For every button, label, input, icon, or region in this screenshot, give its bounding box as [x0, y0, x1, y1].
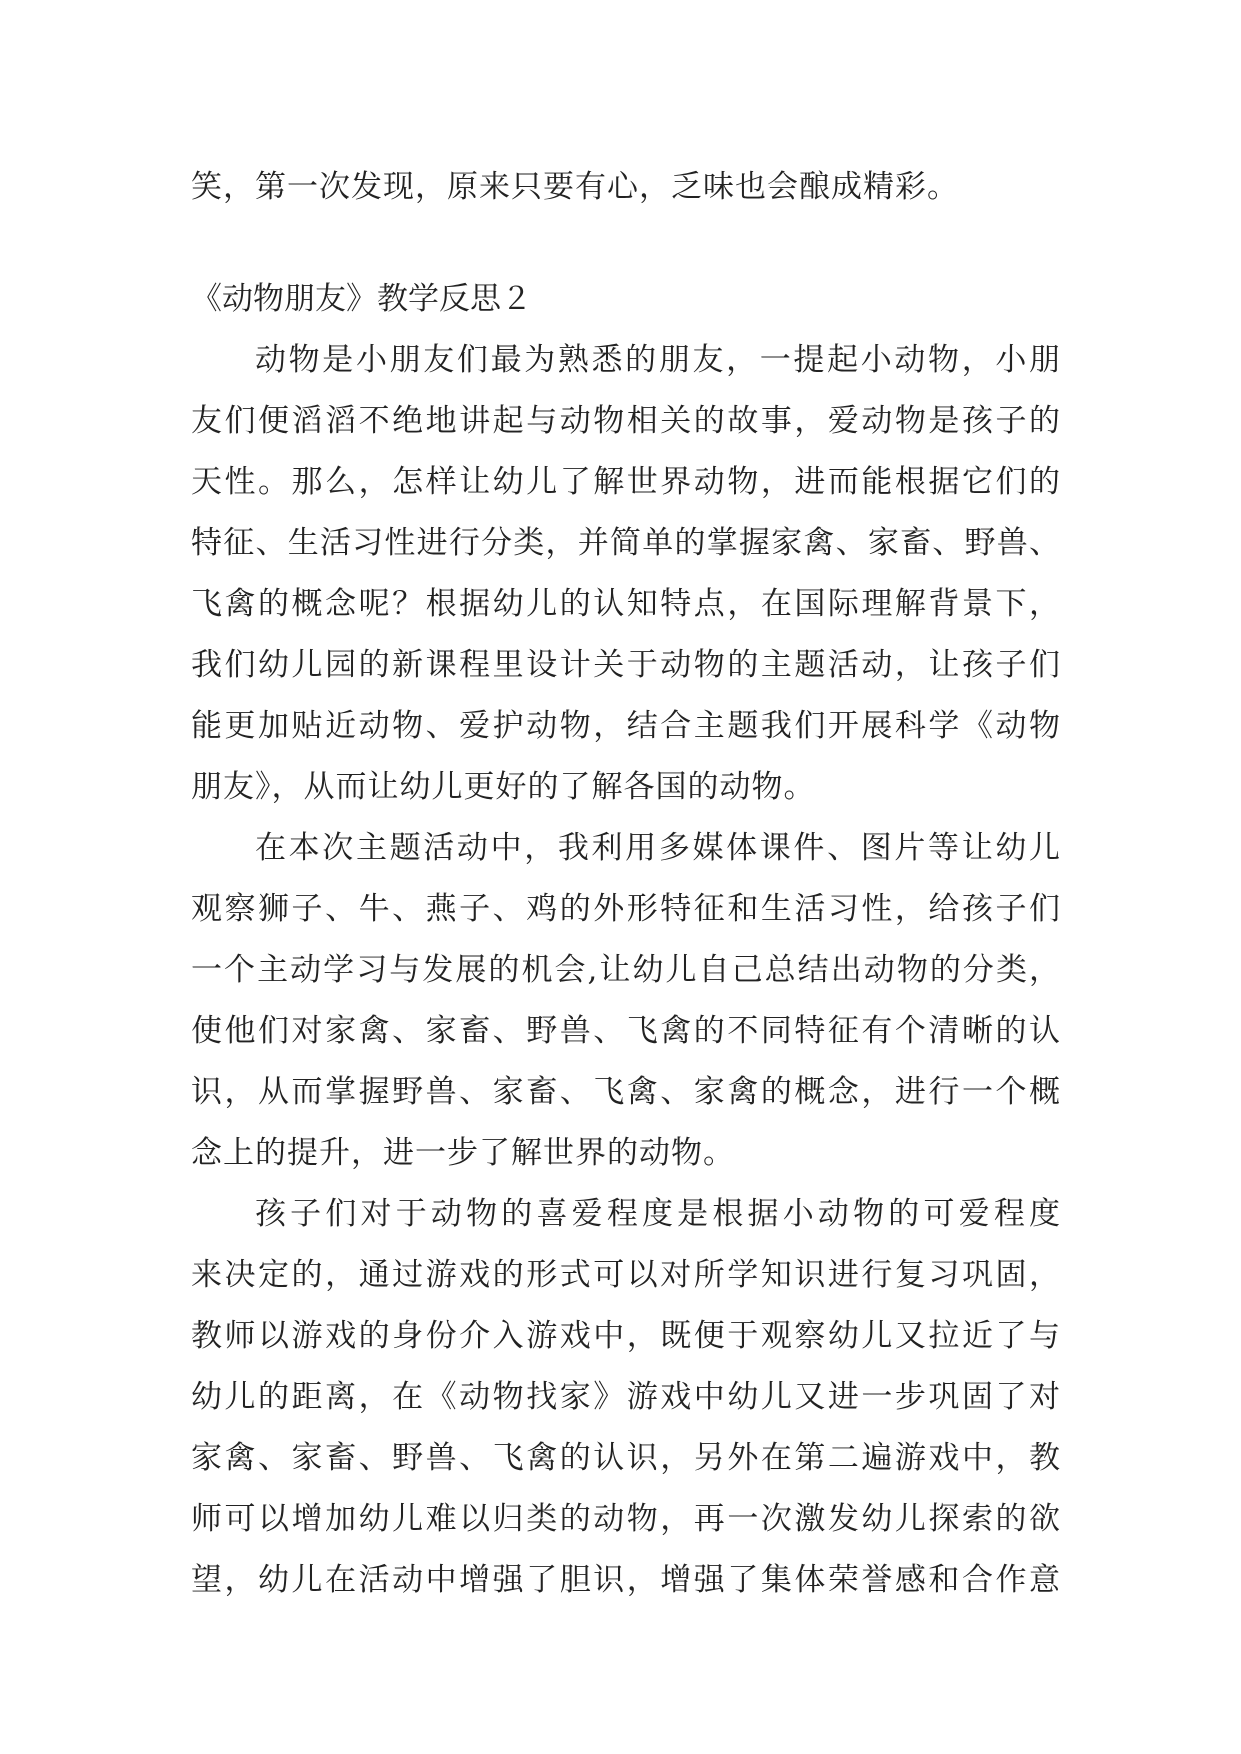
text-line: 望，幼儿在活动中增强了胆识，增强了集体荣誉感和合作意 [191, 1562, 1061, 1598]
text-line: 笑，第一次发现，原来只要有心，乏味也会酿成精彩。 [191, 169, 959, 205]
text-line: 师可以增加幼儿难以归类的动物，再一次激发幼儿探索的欲 [191, 1501, 1061, 1537]
text-line: 我们幼儿园的新课程里设计关于动物的主题活动，让孩子们 [191, 647, 1061, 683]
body-text [191, 330, 1061, 1611]
paragraph-3 [191, 1184, 1061, 1611]
text-line: 飞禽的概念呢？根据幼儿的认知特点，在国际理解背景下， [191, 586, 1061, 622]
text-line: 念上的提升，进一步了解世界的动物。 [191, 1135, 735, 1171]
text-line: 朋友》，从而让幼儿更好的了解各国的动物。 [191, 769, 816, 805]
text-line: 能更加贴近动物、爱护动物，结合主题我们开展科学《动物 [191, 708, 1061, 744]
text-line: 使他们对家禽、家畜、野兽、飞禽的不同特征有个清晰的认 [191, 1013, 1061, 1049]
text-line: 特征、生活习性进行分类，并简单的掌握家禽、家畜、野兽、 [191, 525, 1061, 561]
text-line: 观察狮子、牛、燕子、鸡的外形特征和生活习性，给孩子们 [191, 891, 1061, 927]
paragraph-2 [191, 818, 1061, 1184]
text-line: 友们便滔滔不绝地讲起与动物相关的故事，爱动物是孩子的 [191, 403, 1061, 439]
text-line: 识，从而掌握野兽、家畜、飞禽、家禽的概念，进行一个概 [191, 1074, 1061, 1110]
text-line: 幼儿的距离，在《动物找家》游戏中幼儿又进一步巩固了对 [191, 1379, 1061, 1415]
text-line: 家禽、家畜、野兽、飞禽的认识，另外在第二遍游戏中，教 [191, 1440, 1061, 1476]
text-line: 天性。那么，怎样让幼儿了解世界动物，进而能根据它们的 [191, 464, 1061, 500]
paragraph-1 [191, 330, 1061, 818]
section-heading: 《动物朋友》教学反思２ [191, 281, 532, 317]
text-line: 教师以游戏的身份介入游戏中，既便于观察幼儿又拉近了与 [191, 1318, 1061, 1354]
text-line: 一个主动学习与发展的机会,让幼儿自己总结出动物的分类， [191, 952, 1061, 988]
continued-text [191, 157, 1061, 218]
text-line: 来决定的，通过游戏的形式可以对所学知识进行复习巩固， [191, 1257, 1061, 1293]
text-line: 动物是小朋友们最为熟悉的朋友，一提起小动物，小朋 [255, 342, 1061, 378]
text-line: 在本次主题活动中，我利用多媒体课件、图片等让幼儿 [255, 830, 1061, 866]
text-line: 孩子们对于动物的喜爱程度是根据小动物的可爱程度 [255, 1196, 1061, 1232]
